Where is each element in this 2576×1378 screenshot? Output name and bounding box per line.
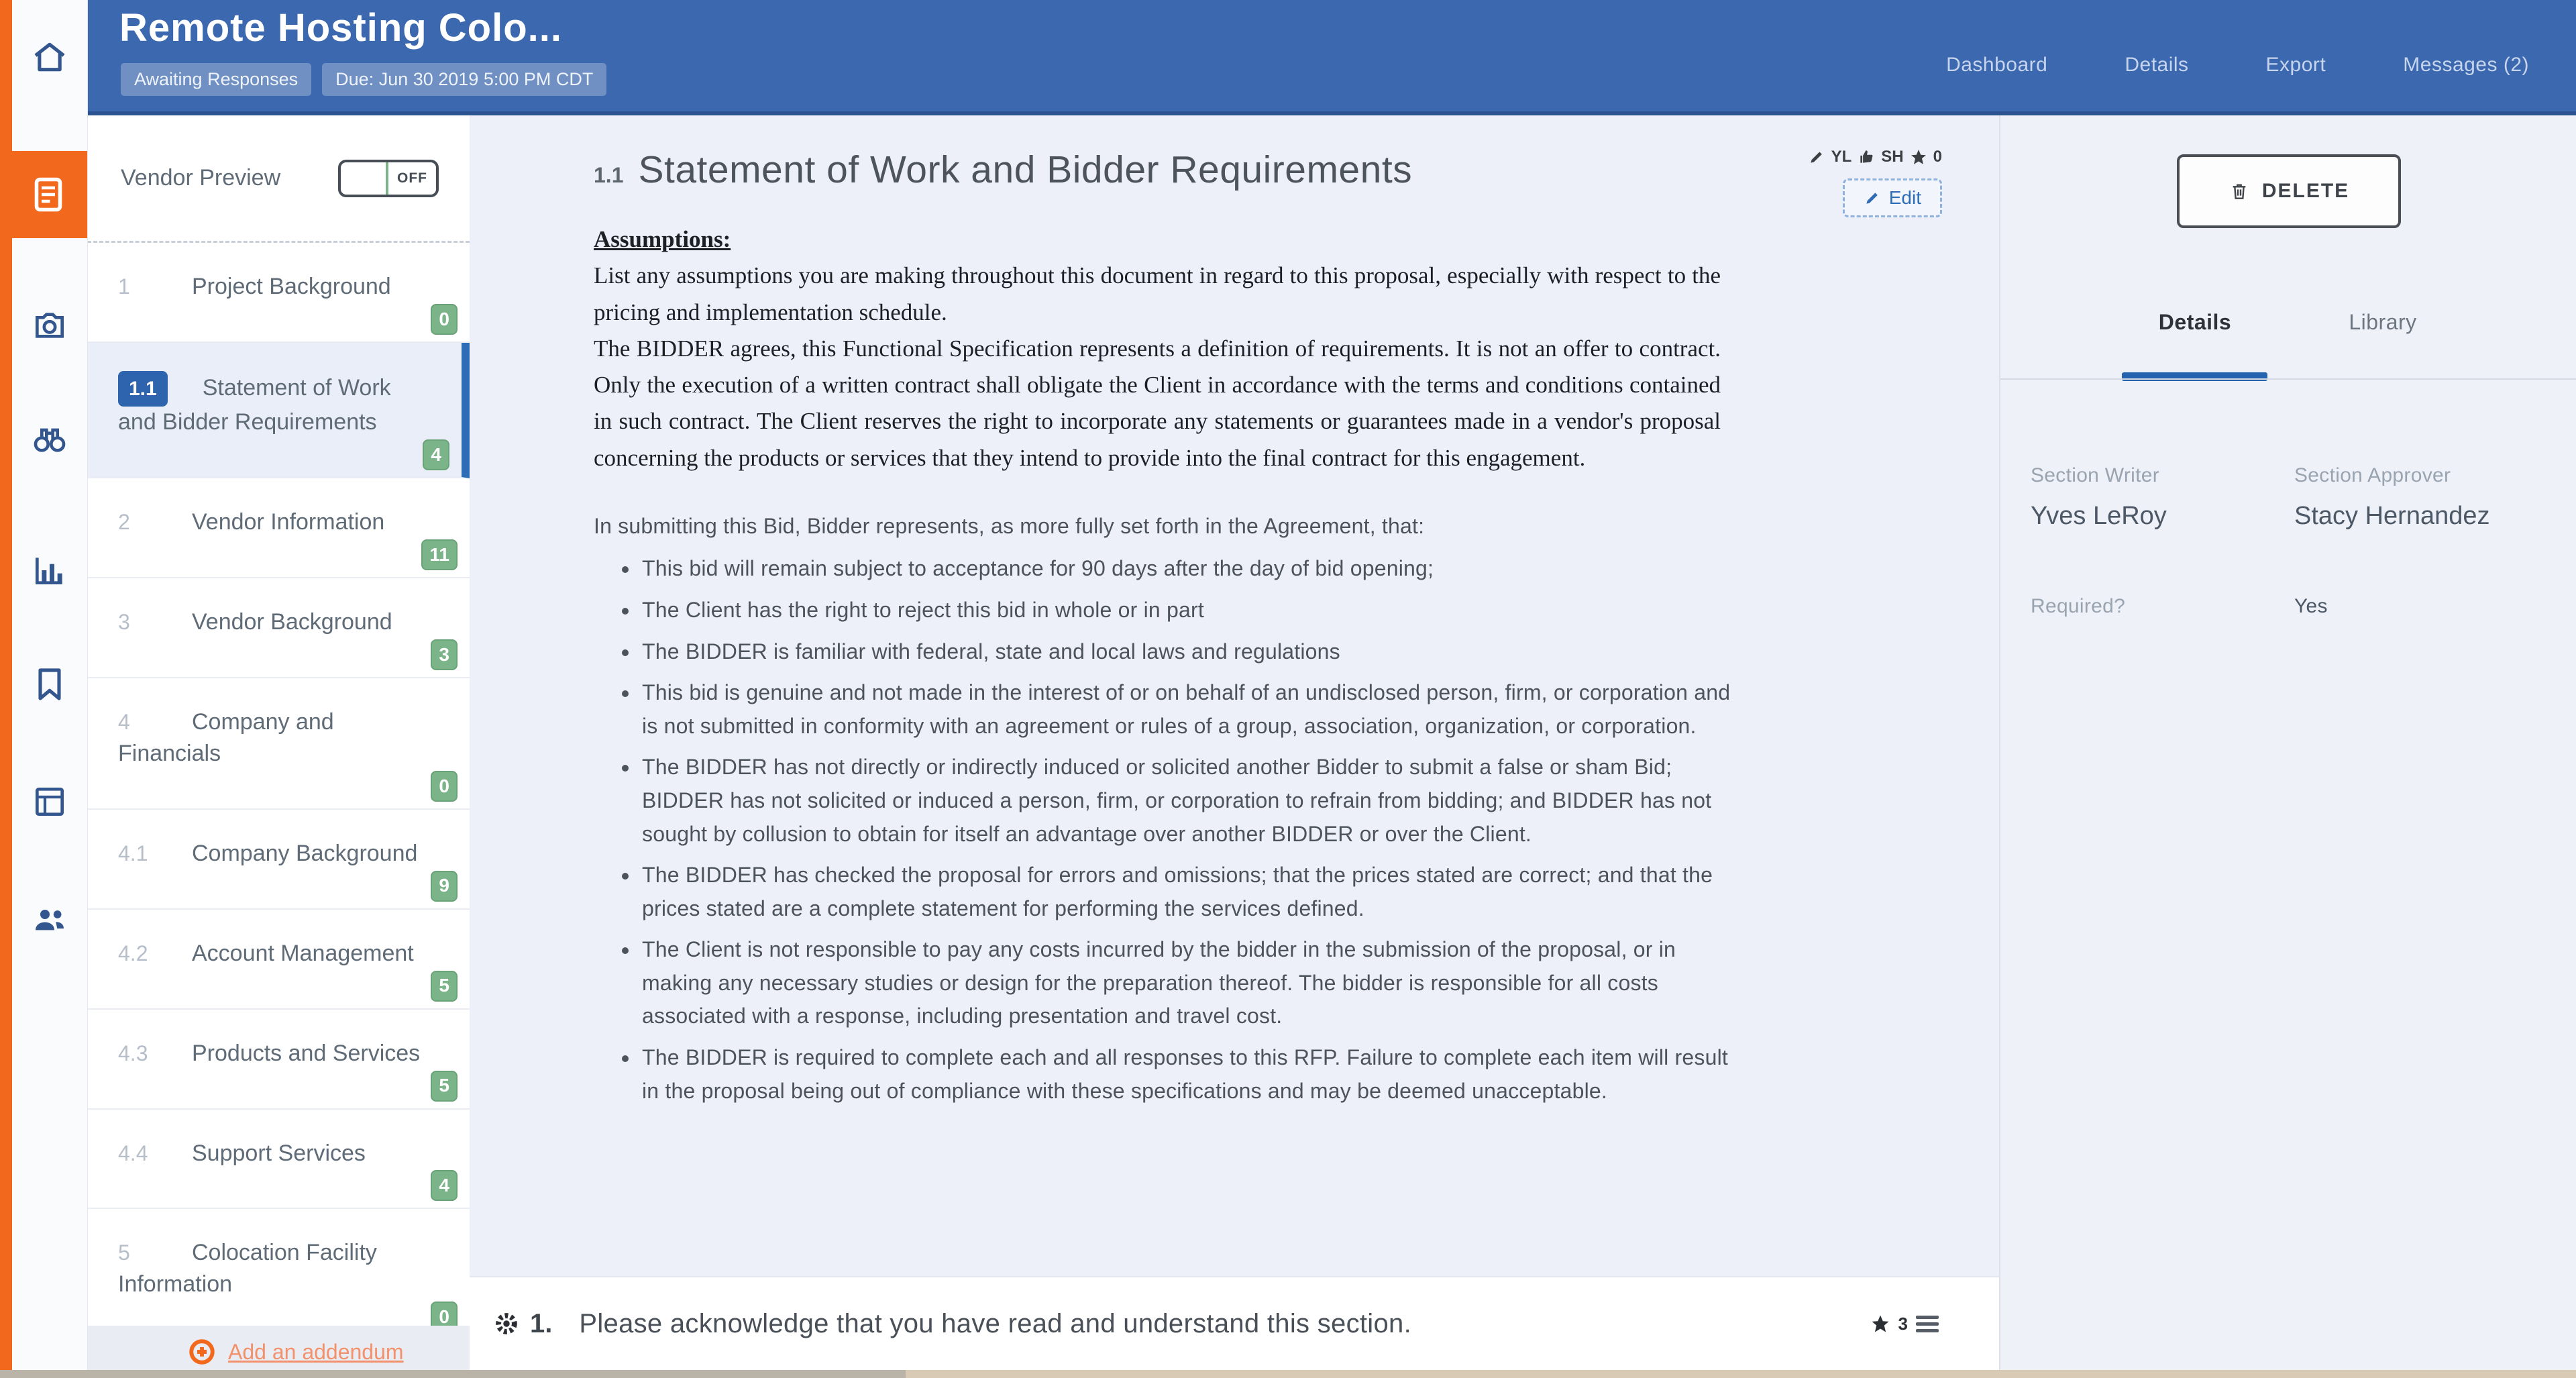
question-count-badge: 4 bbox=[423, 439, 449, 470]
nav-details[interactable]: Details bbox=[2125, 54, 2189, 76]
approver-initials: SH bbox=[1881, 148, 1904, 166]
assumptions-heading: Assumptions: bbox=[594, 226, 731, 252]
bottom-strip-right bbox=[906, 1370, 2576, 1378]
question-settings-icon[interactable] bbox=[494, 1311, 519, 1336]
section-title: Products and Services bbox=[192, 1040, 421, 1066]
section-title: Company Background bbox=[192, 840, 418, 866]
edit-button-label: Edit bbox=[1888, 187, 1921, 208]
section-number: 4 bbox=[118, 710, 130, 735]
section-sidebar bbox=[87, 115, 470, 1378]
section-number: 2 bbox=[118, 510, 130, 535]
list-item: • This bid is genuine and not made in the interest of or on behalf of an undisclosed person, firm, or corporation and is not submitted in conformity with an agreement or rules of a group, association, organization, or corporation. bbox=[639, 676, 1734, 743]
main-content bbox=[470, 115, 1999, 1378]
edit-button[interactable] bbox=[1843, 178, 1942, 217]
add-addendum-link[interactable]: Add an addendum bbox=[228, 1339, 404, 1364]
section-heading-number: 1.1 bbox=[594, 163, 624, 187]
toggle-state-label: OFF bbox=[397, 170, 427, 186]
tab-library[interactable]: Library bbox=[2349, 310, 2417, 334]
section-approver-value: Stacy Hernandez bbox=[2294, 502, 2490, 530]
section-list bbox=[87, 243, 470, 1326]
sidebar-item-sections-active[interactable] bbox=[0, 151, 87, 238]
section-title: Vendor Background bbox=[192, 609, 392, 635]
required-row bbox=[2031, 595, 2547, 618]
camera-icon[interactable] bbox=[12, 295, 87, 356]
section-number: 1.1 bbox=[118, 371, 168, 407]
vendor-preview-row bbox=[87, 115, 470, 243]
list-item: • The BIDDER is required to complete each and all responses to this RFP. Failure to complete each item will result in the proposal being out of compliance with these specifications and may be deemed unacceptable. bbox=[639, 1041, 1734, 1108]
list-item: • The BIDDER has checked the proposal for errors and omissions; that the prices stated are correct; and that the prices stated are a complete statement for performing the services defined. bbox=[639, 859, 1734, 925]
book-icon[interactable] bbox=[12, 772, 87, 832]
sidebar-item-products-and-services[interactable] bbox=[87, 1010, 470, 1110]
home-icon[interactable] bbox=[12, 27, 87, 87]
paragraph: List any assumptions you are making throughout this document in regard to this proposal, especially with respect to the pricing and implementation schedule. bbox=[594, 262, 1721, 325]
add-icon bbox=[188, 1338, 216, 1366]
question-count-badge: 4 bbox=[431, 1170, 458, 1201]
section-heading-row bbox=[594, 148, 1959, 208]
toggle-knob bbox=[341, 162, 388, 195]
section-title: Account Management bbox=[192, 940, 414, 966]
section-number: 3 bbox=[118, 610, 130, 635]
bottom-strip-left bbox=[0, 1370, 906, 1378]
due-date-badge: Due: Jun 30 2019 5:00 PM CDT bbox=[322, 63, 606, 96]
sidebar-item-project-background[interactable] bbox=[87, 243, 470, 343]
section-number: 5 bbox=[118, 1240, 130, 1265]
panel-divider bbox=[2000, 378, 2576, 380]
nav-export[interactable]: Export bbox=[2265, 54, 2326, 76]
section-approver-label: Section Approver bbox=[2294, 464, 2451, 486]
section-number: 4.4 bbox=[118, 1141, 148, 1165]
nav-messages[interactable]: Messages (2) bbox=[2403, 54, 2529, 76]
users-icon[interactable] bbox=[12, 889, 87, 949]
section-title: Company and Financials bbox=[118, 709, 334, 766]
question-row[interactable] bbox=[470, 1276, 1999, 1370]
sidebar-item-statement-of-work[interactable] bbox=[87, 343, 470, 478]
sidebar-item-account-management[interactable] bbox=[87, 910, 470, 1010]
list-item: • The BIDDER is familiar with federal, state and local laws and regulations bbox=[639, 635, 1734, 669]
bid-representations bbox=[594, 510, 1734, 1108]
question-count-badge: 9 bbox=[431, 871, 458, 902]
paragraph: The BIDDER agrees, this Functional Specification represents a definition of requirements. It is not an offer to contract. Only the execution of a written contract shall obligate the Client in accordance with the terms and conditions contained in such contract. The Client reserves the right to incorporate any statements or guarantees made in a vendor's proposal concerning the products or services that they intend to provide into the final contract for this engagement. bbox=[594, 335, 1721, 471]
section-title: Statement of Work and Bidder Requirements bbox=[118, 374, 391, 435]
question-number: 1. bbox=[530, 1308, 553, 1338]
section-number: 4.1 bbox=[118, 841, 148, 865]
question-count-badge: 0 bbox=[431, 1302, 458, 1326]
question-meta bbox=[1870, 1314, 1939, 1334]
sidebar-item-colocation-facility-information[interactable] bbox=[87, 1209, 470, 1326]
sidebar-item-vendor-information[interactable] bbox=[87, 478, 470, 578]
menu-icon[interactable] bbox=[1916, 1316, 1939, 1332]
details-panel bbox=[1999, 115, 2576, 1378]
sidebar-item-support-services[interactable] bbox=[87, 1110, 470, 1210]
vendor-preview-label: Vendor Preview bbox=[121, 165, 281, 191]
sidebar-item-vendor-background[interactable] bbox=[87, 578, 470, 678]
writer-initials: YL bbox=[1831, 148, 1852, 166]
section-title: Colocation Facility Information bbox=[118, 1240, 377, 1297]
vendor-preview-toggle[interactable] bbox=[338, 160, 439, 197]
sidebar-item-company-background[interactable] bbox=[87, 810, 470, 910]
edit-pencil-icon bbox=[1864, 189, 1881, 207]
binoculars-icon[interactable] bbox=[12, 409, 87, 470]
section-title: Support Services bbox=[192, 1140, 366, 1166]
panel-tabs bbox=[2101, 310, 2477, 335]
section-number: 4.3 bbox=[118, 1041, 148, 1065]
star-icon bbox=[1910, 148, 1927, 166]
section-number: 4.2 bbox=[118, 941, 148, 965]
writer-pencil-icon bbox=[1808, 148, 1825, 166]
sidebar-item-company-and-financials[interactable] bbox=[87, 678, 470, 810]
header-nav bbox=[1946, 54, 2529, 76]
question-star-count: 3 bbox=[1898, 1313, 1908, 1334]
nav-dashboard[interactable]: Dashboard bbox=[1946, 54, 2048, 76]
list-item: • The BIDDER has not directly or indirectly induced or solicited another Bidder to submit a false or sham Bid; BIDDER has not solicited or induced a person, firm, or corporation to refrain from bidding; and BIDDER has not sought by collusion to obtain for itself an advantage over another BIDDER or over the Client. bbox=[639, 751, 1734, 851]
project-title: Remote Hosting Colo... bbox=[119, 6, 562, 50]
list-item: • This bid will remain subject to acceptance for 90 days after the day of bid opening; bbox=[639, 552, 1734, 586]
list-item: • The Client is not responsible to pay any costs incurred by the bidder in the submission of the proposal, or in making any necessary studies or design for the preparation thereof. The bidder is responsible for all costs associated with a response, including presentation and travel cost. bbox=[639, 933, 1734, 1033]
bid-representations-list bbox=[594, 552, 1734, 1108]
list-item: • The Client has the right to reject this bid in whole or in part bbox=[639, 594, 1734, 627]
list-intro: In submitting this Bid, Bidder represents, as more fully set forth in the Agreement, that: bbox=[594, 513, 1425, 538]
star-icon bbox=[1870, 1314, 1890, 1334]
question-count-badge: 3 bbox=[431, 639, 458, 670]
chart-icon[interactable] bbox=[12, 540, 87, 600]
question-count-badge: 0 bbox=[431, 771, 458, 802]
required-label: Required? bbox=[2031, 595, 2126, 617]
section-writer-value: Yves LeRoy bbox=[2031, 502, 2167, 530]
question-count-badge: 11 bbox=[421, 539, 458, 570]
section-meta bbox=[1714, 148, 1942, 217]
question-count-badge: 0 bbox=[431, 304, 458, 335]
question-count-badge: 5 bbox=[431, 971, 458, 1002]
required-value: Yes bbox=[2294, 595, 2328, 617]
active-tab-underline bbox=[2122, 372, 2267, 381]
section-number: 1 bbox=[118, 274, 130, 299]
tab-details[interactable]: Details bbox=[2158, 310, 2232, 334]
question-count-badge: 5 bbox=[431, 1071, 458, 1102]
section-document-text bbox=[594, 221, 1721, 476]
section-writer-label: Section Writer bbox=[2031, 464, 2160, 486]
question-text: Please acknowledge that you have read and understand this section. bbox=[579, 1308, 1411, 1338]
status-badge: Awaiting Responses bbox=[121, 63, 311, 96]
bookmark-icon[interactable] bbox=[12, 654, 87, 714]
delete-button[interactable] bbox=[2177, 154, 2401, 228]
thumbs-up-icon bbox=[1858, 148, 1875, 166]
document-icon bbox=[28, 174, 68, 215]
delete-button-label: DELETE bbox=[2261, 180, 2350, 202]
header bbox=[87, 0, 2576, 115]
section-meta-row bbox=[1714, 148, 1942, 166]
trash-icon bbox=[2229, 180, 2250, 202]
header-badges bbox=[121, 63, 606, 96]
section-title: Vendor Information bbox=[192, 509, 385, 535]
page-title: Statement of Work and Bidder Requirements bbox=[638, 148, 1413, 191]
section-title: Project Background bbox=[192, 274, 391, 299]
section-content bbox=[470, 115, 1999, 1276]
section-detail-fields bbox=[2031, 464, 2547, 531]
section-star-count: 0 bbox=[1933, 148, 1942, 166]
